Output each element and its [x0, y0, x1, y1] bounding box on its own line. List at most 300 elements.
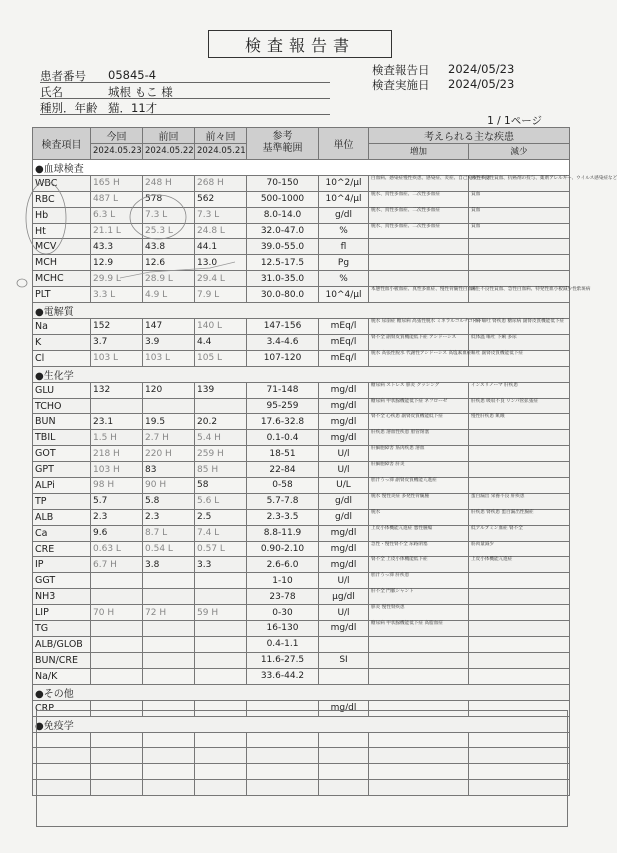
disease-increase: 肝不全 門脈シャント	[369, 589, 469, 605]
disease-decrease	[469, 271, 570, 287]
disease-decrease	[469, 605, 570, 621]
reference-range: 500-1000	[247, 191, 319, 207]
divider	[40, 82, 330, 83]
header-unit: 単位	[319, 128, 369, 160]
table-row	[33, 334, 570, 350]
value-previous	[143, 573, 195, 589]
unit: mg/dl	[319, 430, 369, 446]
section-title: ●生化学	[33, 366, 570, 382]
reference-range: 1-10	[247, 573, 319, 589]
test-name: LIP	[33, 605, 91, 621]
disease-decrease: 貧血	[469, 223, 570, 239]
value-previous: 90 H	[143, 478, 195, 494]
value-before-previous: 268 H	[195, 175, 247, 191]
test-name: Ht	[33, 223, 91, 239]
value-previous: 43.8	[143, 239, 195, 255]
value-previous: 12.6	[143, 255, 195, 271]
table-row	[33, 557, 570, 573]
value-previous: 19.5	[143, 414, 195, 430]
unit: U/l	[319, 462, 369, 478]
value-before-previous: 5.6 L	[195, 493, 247, 509]
table-row	[33, 605, 570, 621]
test-name: TCHO	[33, 398, 91, 414]
table-row	[33, 255, 570, 271]
section-title: ●免疫学	[33, 716, 570, 732]
table-row	[33, 319, 570, 335]
value-previous	[143, 621, 195, 637]
unit: mg/dl	[319, 700, 369, 716]
value-current: 6.3 L	[91, 207, 143, 223]
disease-decrease	[469, 430, 570, 446]
disease-decrease: 上皮小体機能亢進症	[469, 557, 570, 573]
value-current: 487 L	[91, 191, 143, 207]
reference-range: 16-130	[247, 621, 319, 637]
comment-box	[36, 710, 568, 827]
table-row	[33, 414, 570, 430]
unit: mEq/l	[319, 319, 369, 335]
disease-increase: 急性・慢性腎不全 尿路閉塞	[369, 541, 469, 557]
header-previous: 前回	[143, 128, 195, 144]
test-name: ALB	[33, 509, 91, 525]
value-before-previous	[195, 573, 247, 589]
value-before-previous: 562	[195, 191, 247, 207]
value-current: 23.1	[91, 414, 143, 430]
value-before-previous	[195, 636, 247, 652]
unit: SI	[319, 652, 369, 668]
test-name: NH3	[33, 589, 91, 605]
table-row	[33, 478, 570, 494]
reference-range: 3.4-4.6	[247, 334, 319, 350]
disease-increase: 糖尿病 甲状腺機能低下症 高脂血症	[369, 621, 469, 637]
reference-range: 71-148	[247, 382, 319, 398]
test-name: WBC	[33, 175, 91, 191]
value-before-previous: 29.4 L	[195, 271, 247, 287]
disease-increase	[369, 271, 469, 287]
section-title: ●電解質	[33, 303, 570, 319]
disease-increase	[369, 255, 469, 271]
exam-date: 2024/05/23	[448, 77, 515, 91]
disease-decrease	[469, 255, 570, 271]
reference-range: 5.7-7.8	[247, 493, 319, 509]
patient-id-label: 患者番号	[40, 69, 86, 83]
reference-range: 17.6-32.8	[247, 414, 319, 430]
value-before-previous: 7.3 L	[195, 207, 247, 223]
value-before-previous: 58	[195, 478, 247, 494]
test-name: TG	[33, 621, 91, 637]
value-previous: 4.9 L	[143, 287, 195, 303]
disease-decrease: 肝疾患 吸収不良 リンパ管拡張症	[469, 398, 570, 414]
disease-increase: 糖尿病 ストレス 膵炎 クッシング	[369, 382, 469, 398]
reference-range: 0.4-1.1	[247, 636, 319, 652]
disease-increase: 肝細胞障害 肝炎	[369, 462, 469, 478]
value-current: 2.3	[91, 509, 143, 525]
value-before-previous: 2.5	[195, 509, 247, 525]
value-previous: 5.8	[143, 493, 195, 509]
reference-range: 95-259	[247, 398, 319, 414]
reference-range: 18-51	[247, 446, 319, 462]
value-current	[91, 652, 143, 668]
header-decrease: 減少	[469, 144, 570, 160]
results-table	[32, 127, 617, 796]
table-row	[33, 541, 570, 557]
value-previous	[143, 589, 195, 605]
disease-decrease	[469, 478, 570, 494]
patient-name-label: 氏名	[40, 85, 63, 99]
value-current	[91, 621, 143, 637]
value-current	[91, 636, 143, 652]
value-current: 70 H	[91, 605, 143, 621]
reference-range: 107-120	[247, 350, 319, 366]
value-before-previous: 13.0	[195, 255, 247, 271]
table-row	[33, 271, 570, 287]
value-current: 165 H	[91, 175, 143, 191]
disease-increase: 肝細胞障害 筋肉疾患 溶血	[369, 446, 469, 462]
table-row	[33, 382, 570, 398]
unit: g/dl	[319, 509, 369, 525]
value-current: 29.9 L	[91, 271, 143, 287]
value-current: 152	[91, 319, 143, 335]
value-before-previous: 7.4 L	[195, 525, 247, 541]
value-previous: 8.7 L	[143, 525, 195, 541]
reference-range: 147-156	[247, 319, 319, 335]
value-before-previous: 24.8 L	[195, 223, 247, 239]
value-current: 5.7	[91, 493, 143, 509]
unit: mg/dl	[319, 525, 369, 541]
section-row	[33, 303, 570, 319]
value-previous: 248 H	[143, 175, 195, 191]
test-name: Hb	[33, 207, 91, 223]
unit: 10^4/μl	[319, 191, 369, 207]
test-name: ALPi	[33, 478, 91, 494]
reference-range: 33.6-44.2	[247, 668, 319, 684]
patient-species: 猫．11才	[108, 101, 158, 115]
value-previous: 2.3	[143, 509, 195, 525]
unit: mg/dl	[319, 557, 369, 573]
unit: g/dl	[319, 207, 369, 223]
table-row	[33, 430, 570, 446]
header-item: 検査項目	[33, 128, 91, 160]
value-previous: 3.8	[143, 557, 195, 573]
unit: U/l	[319, 573, 369, 589]
value-current: 98 H	[91, 478, 143, 494]
test-name: Ca	[33, 525, 91, 541]
value-current: 6.7 H	[91, 557, 143, 573]
divider	[40, 98, 330, 99]
disease-decrease: インスリノーマ 肝疾患	[469, 382, 570, 398]
exam-date-row	[372, 77, 514, 93]
test-name: IP	[33, 557, 91, 573]
disease-increase: 脱水 慢性炎症 多発性骨髄腫	[369, 493, 469, 509]
reference-range: 11.6-27.5	[247, 652, 319, 668]
value-previous: 220 H	[143, 446, 195, 462]
value-current: 43.3	[91, 239, 143, 255]
value-before-previous	[195, 621, 247, 637]
patient-id: 05845-4	[108, 68, 157, 82]
patient-name: 城根 もこ 様	[108, 85, 173, 99]
table-row	[33, 636, 570, 652]
test-name: Na/K	[33, 668, 91, 684]
report-title: 検査報告書	[208, 30, 392, 58]
test-name: GOT	[33, 446, 91, 462]
disease-increase: 肝疾患 溶血性疾患 胆管閉塞	[369, 430, 469, 446]
unit: mg/dl	[319, 398, 369, 414]
disease-decrease	[469, 621, 570, 637]
value-previous: 28.9 L	[143, 271, 195, 287]
reference-range: 70-150	[247, 175, 319, 191]
section-title: ●血球検査	[33, 159, 570, 175]
value-previous: 120	[143, 382, 195, 398]
disease-decrease: 貧血	[469, 191, 570, 207]
value-before-previous: 44.1	[195, 239, 247, 255]
reference-range: 8.0-14.0	[247, 207, 319, 223]
reference-range: 2.3-3.5	[247, 509, 319, 525]
table-row	[33, 668, 570, 684]
table-row	[33, 621, 570, 637]
disease-decrease	[469, 589, 570, 605]
reference-range: 2.6-6.0	[247, 557, 319, 573]
reference-range: 23-78	[247, 589, 319, 605]
disease-increase: 脱水、真性多血症、二次性多血症	[369, 191, 469, 207]
test-name: TP	[33, 493, 91, 509]
disease-increase: 脱水 尿崩症 糖尿病 高張性脱水 ミネラルコルチコイド	[369, 319, 469, 335]
value-previous	[143, 668, 195, 684]
value-previous: 72 H	[143, 605, 195, 621]
unit: μg/dl	[319, 589, 369, 605]
unit	[319, 636, 369, 652]
section-title: ●その他	[33, 684, 570, 700]
value-current: 9.6	[91, 525, 143, 541]
value-current: 1.5 H	[91, 430, 143, 446]
reference-range: 12.5-17.5	[247, 255, 319, 271]
value-previous: 103 L	[143, 350, 195, 366]
reference-range: 30.0-80.0	[247, 287, 319, 303]
disease-increase: 胆汁うっ滞 副腎皮質機能亢進症	[369, 478, 469, 494]
report-date: 2024/05/23	[448, 62, 515, 76]
disease-decrease: 再生不良性貧血、急性白血病、特発性血小板減少性紫斑病	[469, 287, 570, 303]
unit: mg/dl	[319, 621, 369, 637]
header-date-current: 2024.05.23	[91, 144, 143, 160]
disease-decrease	[469, 446, 570, 462]
section-row	[33, 366, 570, 382]
table-row	[33, 652, 570, 668]
value-current: 12.9	[91, 255, 143, 271]
test-name: BUN/CRE	[33, 652, 91, 668]
table-row	[33, 207, 570, 223]
value-before-previous: 7.9 L	[195, 287, 247, 303]
disease-increase: 腎不全 副腎皮質機能低下症 アシドーシス	[369, 334, 469, 350]
disease-decrease: 再生不良性貧血、抗癌剤の投与、薬剤アレルギー、ウイルス感染症など	[469, 175, 570, 191]
disease-increase: 本態性血小板血症、真性多血症、慢性骨髄性白血病	[369, 287, 469, 303]
value-before-previous: 140 L	[195, 319, 247, 335]
value-current	[91, 573, 143, 589]
test-name: K	[33, 334, 91, 350]
value-previous: 7.3 L	[143, 207, 195, 223]
value-current: 103 L	[91, 350, 143, 366]
disease-increase: 胆汁うっ滞 肝疾患	[369, 573, 469, 589]
disease-increase: 脱水、真性多血症、二次性多血症	[369, 223, 469, 239]
test-name: GLU	[33, 382, 91, 398]
exam-date-label: 検査実施日	[372, 78, 430, 92]
disease-decrease: 嘔吐 副腎皮質機能低下症	[469, 350, 570, 366]
disease-increase	[369, 652, 469, 668]
test-name: BUN	[33, 414, 91, 430]
section-row	[33, 684, 570, 700]
table-row	[33, 589, 570, 605]
pencil-circle	[17, 279, 27, 287]
value-previous: 2.7 H	[143, 430, 195, 446]
table-row	[33, 573, 570, 589]
reference-range: 32.0-47.0	[247, 223, 319, 239]
results-body	[33, 159, 617, 795]
unit: fl	[319, 239, 369, 255]
table-row	[33, 493, 570, 509]
test-name: RBC	[33, 191, 91, 207]
value-previous: 147	[143, 319, 195, 335]
value-current: 103 H	[91, 462, 143, 478]
value-current: 21.1 L	[91, 223, 143, 239]
disease-increase	[369, 668, 469, 684]
value-previous: 0.54 L	[143, 541, 195, 557]
reference-range: 8.8-11.9	[247, 525, 319, 541]
disease-decrease: 低体温 嘔吐 下痢 多尿	[469, 334, 570, 350]
disease-increase: 脱水	[369, 509, 469, 525]
test-name: CRE	[33, 541, 91, 557]
unit: Pg	[319, 255, 369, 271]
value-before-previous: 0.57 L	[195, 541, 247, 557]
unit: %	[319, 271, 369, 287]
value-previous: 3.9	[143, 334, 195, 350]
value-before-previous: 5.4 H	[195, 430, 247, 446]
test-name: MCH	[33, 255, 91, 271]
test-name: MCV	[33, 239, 91, 255]
unit: 10^4/μl	[319, 287, 369, 303]
test-name: Na	[33, 319, 91, 335]
reference-range: 39.0-55.0	[247, 239, 319, 255]
unit: g/dl	[319, 493, 369, 509]
value-before-previous	[195, 589, 247, 605]
disease-decrease	[469, 652, 570, 668]
test-name: GGT	[33, 573, 91, 589]
unit	[319, 668, 369, 684]
section-row	[33, 159, 570, 175]
test-name: MCHC	[33, 271, 91, 287]
unit: %	[319, 223, 369, 239]
disease-increase: 腎不全 心疾患 副腎皮質機能低下症	[369, 414, 469, 430]
test-name: GPT	[33, 462, 91, 478]
unit: mEq/l	[319, 334, 369, 350]
disease-decrease	[469, 239, 570, 255]
disease-decrease: 蛋白漏出 栄養不良 肝疾患	[469, 493, 570, 509]
unit: U/l	[319, 446, 369, 462]
page-number: 1 / 1ページ	[487, 115, 542, 127]
disease-decrease: 慢性肝疾患 飢餓	[469, 414, 570, 430]
disease-decrease	[469, 462, 570, 478]
value-current: 218 H	[91, 446, 143, 462]
table-row	[33, 398, 570, 414]
value-before-previous: 105 L	[195, 350, 247, 366]
disease-increase: 腎不全 上皮小体機能低下症	[369, 557, 469, 573]
value-before-previous	[195, 668, 247, 684]
header-disease: 考えられる主な疾患	[369, 128, 570, 144]
test-name: Cl	[33, 350, 91, 366]
divider	[40, 114, 330, 115]
disease-decrease: 貧血	[469, 207, 570, 223]
unit: mg/dl	[319, 382, 369, 398]
disease-decrease	[469, 636, 570, 652]
value-previous: 25.3 L	[143, 223, 195, 239]
disease-increase: 白血病、感染症慢性疾患、感染症、炎症、自己免疫性疾患	[369, 175, 469, 191]
header-increase: 増加	[369, 144, 469, 160]
test-name: CRP	[33, 700, 91, 716]
report-date-label: 検査報告日	[372, 63, 430, 77]
table-row	[33, 191, 570, 207]
table-row	[33, 223, 570, 239]
header-date-previous: 2024.05.22	[143, 144, 195, 160]
value-current: 132	[91, 382, 143, 398]
value-before-previous: 3.3	[195, 557, 247, 573]
table-row	[33, 446, 570, 462]
reference-range: 0.90-2.10	[247, 541, 319, 557]
unit: mEq/l	[319, 350, 369, 366]
table-row	[33, 239, 570, 255]
reference-range: 0-30	[247, 605, 319, 621]
header-before-previous: 前々回	[195, 128, 247, 144]
value-current: 0.63 L	[91, 541, 143, 557]
reference-range: 0.1-0.4	[247, 430, 319, 446]
table-row	[33, 462, 570, 478]
value-before-previous: 85 H	[195, 462, 247, 478]
value-previous	[143, 398, 195, 414]
unit: U/l	[319, 605, 369, 621]
disease-decrease: 肝疾患 腎疾患 蛋白漏出性腸症	[469, 509, 570, 525]
value-before-previous: 139	[195, 382, 247, 398]
value-previous: 83	[143, 462, 195, 478]
value-previous: 578	[143, 191, 195, 207]
reference-range: 0-58	[247, 478, 319, 494]
unit: U/L	[319, 478, 369, 494]
value-previous	[143, 636, 195, 652]
report-date-row	[372, 62, 514, 78]
value-before-previous	[195, 652, 247, 668]
disease-increase: 脱水 高張性脱水 代謝性アシドーシス 高塩素血症	[369, 350, 469, 366]
test-name: PLT	[33, 287, 91, 303]
unit: mg/dl	[319, 414, 369, 430]
table-row	[33, 525, 570, 541]
disease-increase: 膵炎 慢性腎疾患	[369, 605, 469, 621]
header-ref: 参考 基準範囲	[247, 128, 319, 160]
value-previous	[143, 652, 195, 668]
disease-decrease	[469, 668, 570, 684]
patient-species-label: 種別．年齢	[40, 101, 98, 115]
table-row	[33, 350, 570, 366]
disease-decrease	[469, 573, 570, 589]
value-current	[91, 398, 143, 414]
reference-range: 22-84	[247, 462, 319, 478]
reference-range: 31.0-35.0	[247, 271, 319, 287]
unit: 10^2/μl	[319, 175, 369, 191]
value-before-previous: 20.2	[195, 414, 247, 430]
disease-decrease: 筋肉量減少	[469, 541, 570, 557]
value-current	[91, 668, 143, 684]
disease-increase: 糖尿病 甲状腺機能低下症 ネフローゼ	[369, 398, 469, 414]
value-before-previous: 4.4	[195, 334, 247, 350]
disease-increase: 上皮小体機能亢進症 悪性腫瘍	[369, 525, 469, 541]
table-row	[33, 509, 570, 525]
value-before-previous	[195, 398, 247, 414]
disease-decrease: 低アルブミン血症 腎不全	[469, 525, 570, 541]
table-row	[33, 287, 570, 303]
disease-increase	[369, 239, 469, 255]
